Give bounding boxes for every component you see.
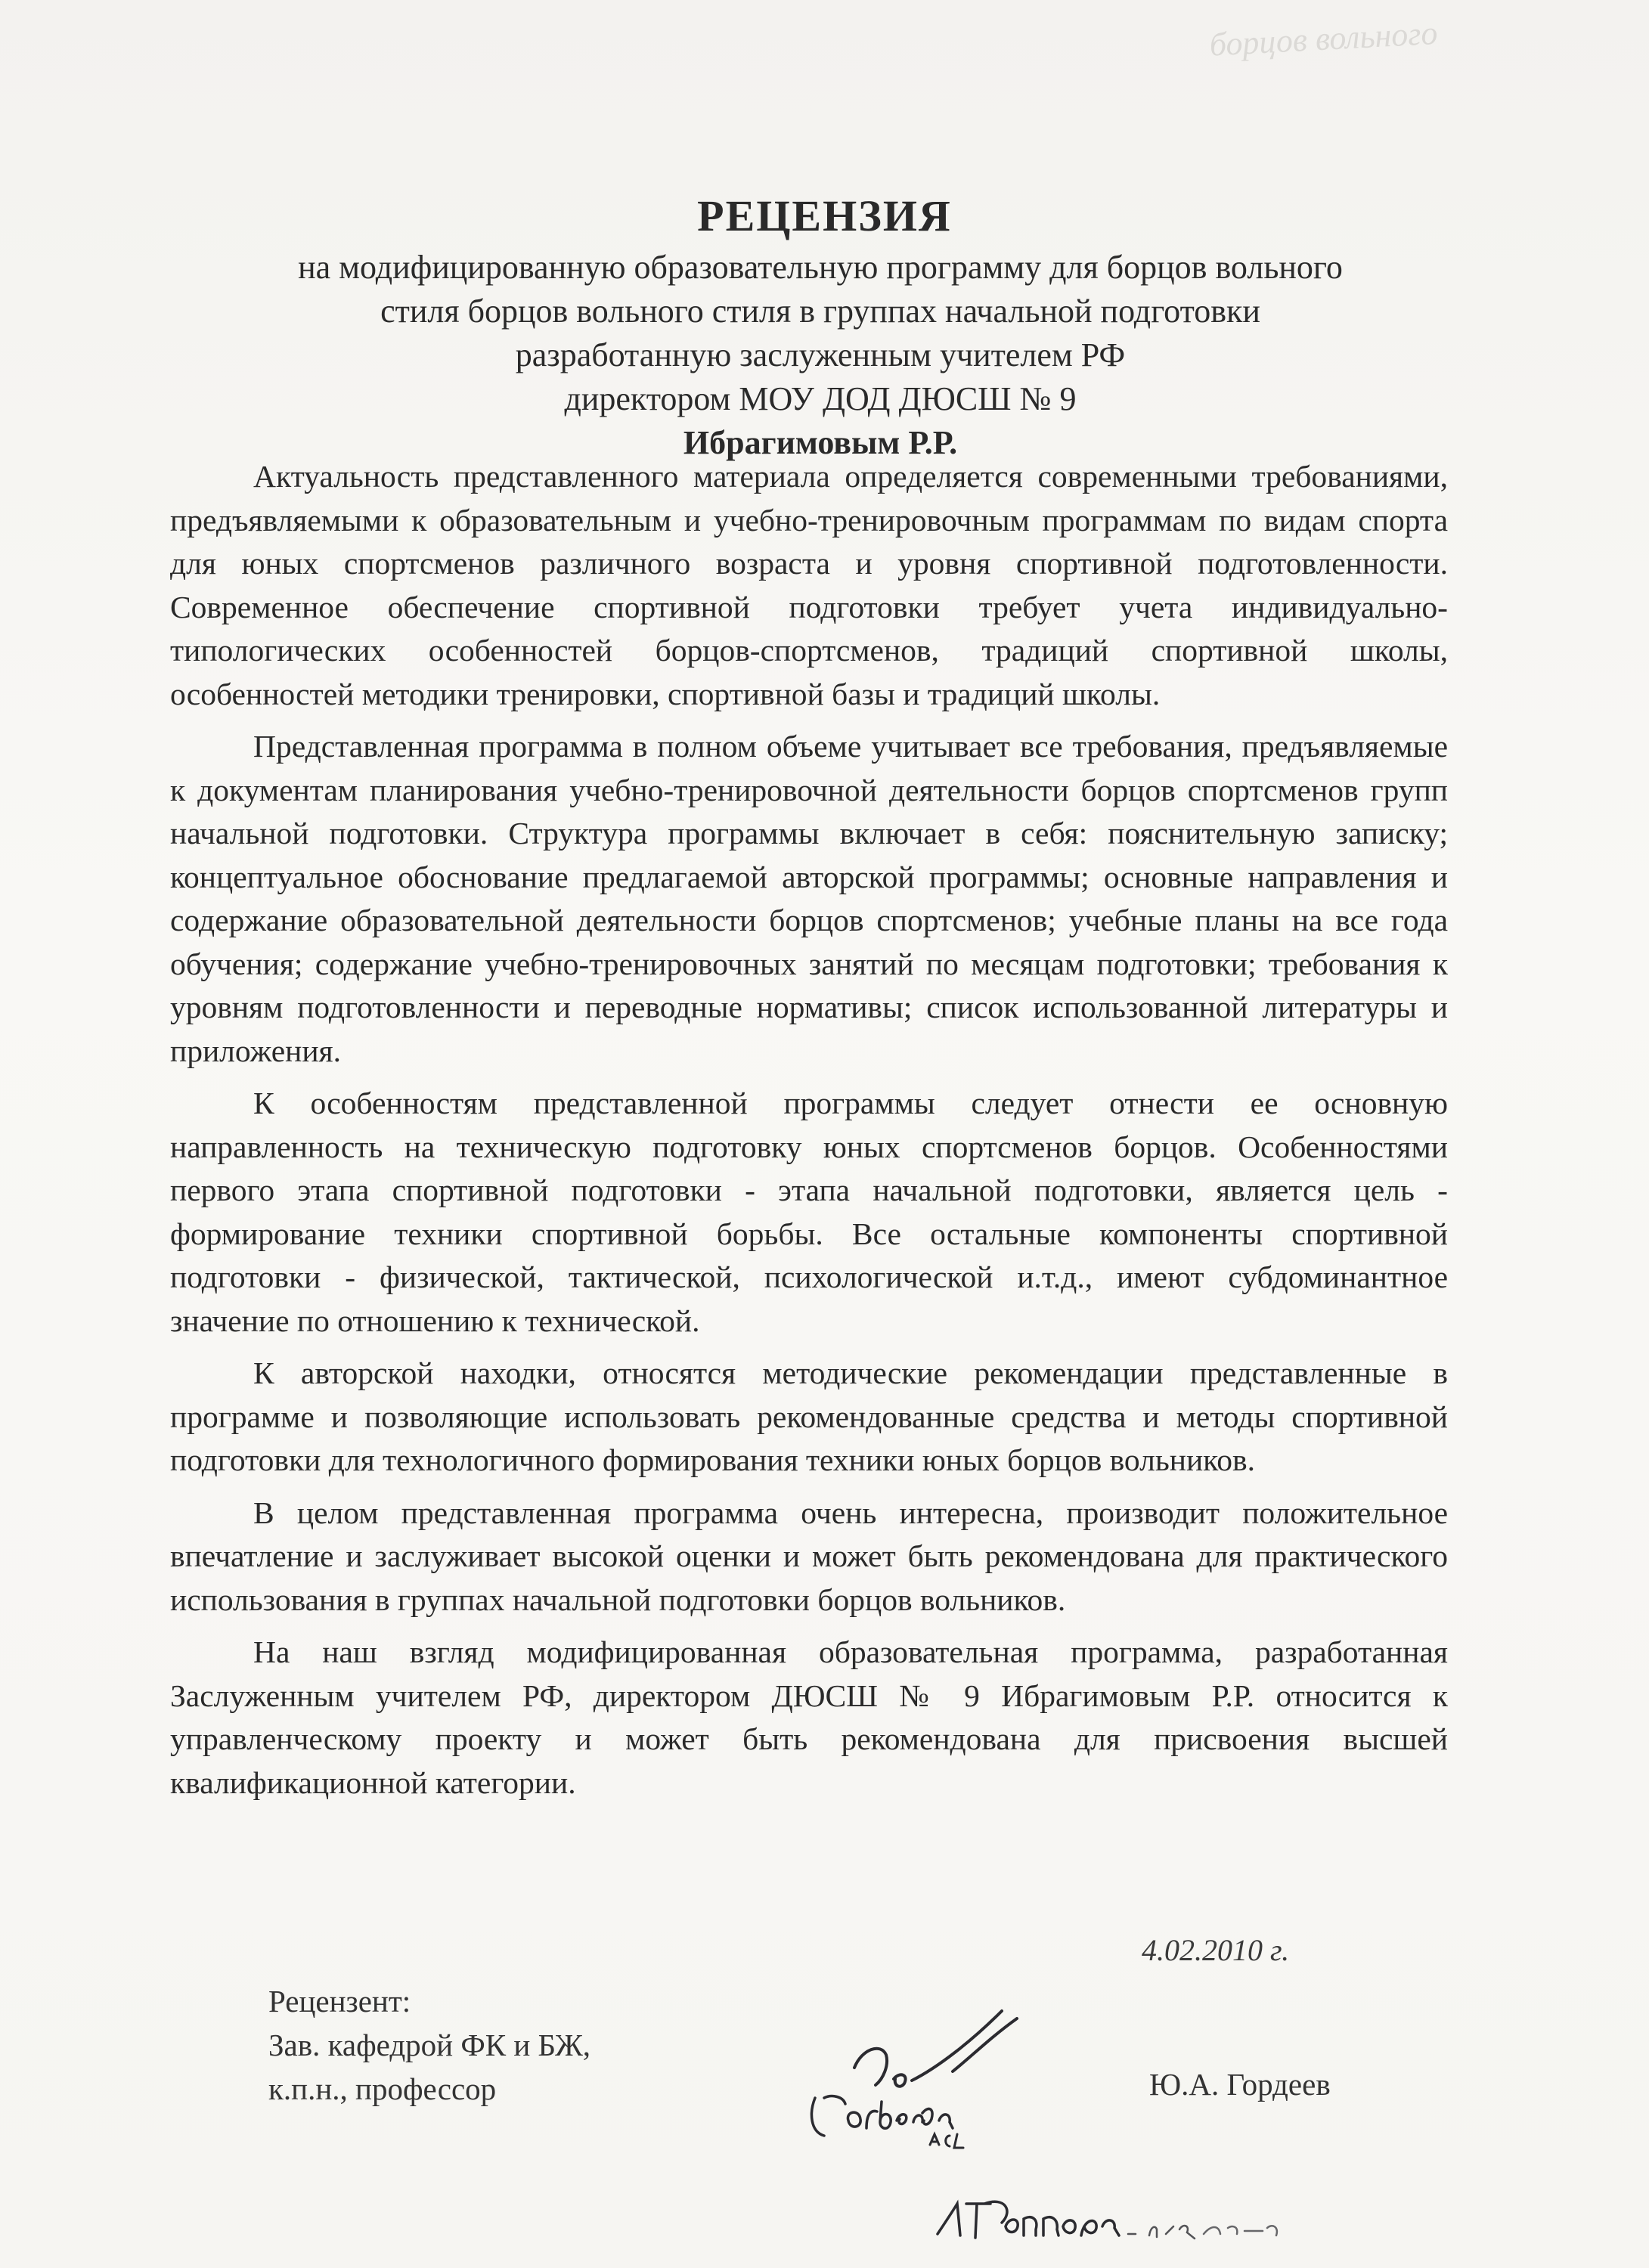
reviewer-name: Ю.А. Гордеев [1149,2067,1331,2102]
reviewer-position: Зав. кафедрой ФК и БЖ, [268,2028,591,2062]
paragraph-4: К авторской находки, относятся методические рекомендации представленные в программе и позволяющие использовать рекомендованные средства и методы спортивной подготовки для технологичного формирования техники юных борцов вольников. [170,1356,1448,1477]
reviewer-label: Рецензент: [268,1984,411,2019]
subtitle-line-2: стиля борцов вольного стиля в группах начальной подготовки [380,293,1260,330]
subtitle-line-3: разработанную заслуженным учителем РФ [515,336,1126,373]
subtitle-line-1: на модифицированную образовательную программу для борцов вольного [298,249,1343,286]
paragraph-3: К особенностям представленной программы следует отнести ее основную направленность на техническую подготовку юных спортсменов борцов. Особенностями первого этапа спортивной подготовки - этапа начальной подготовки, является цель - формирование техники спортивной борьбы. Все остальные компоненты спортивной подготовки - физической, тактической, психологической и.т.д., имеют субдоминантное значение по отношению к технической. [170,1086,1448,1338]
document-subtitle [197,246,1444,465]
subtitle-author: Ибрагимовым Р.Р. [683,424,958,461]
paragraph-5: В целом представленная программа очень интересна, производит положительное впечатление и заслуживает высокой оценки и может быть рекомендована для практического использования в группах начальной подготовки борцов вольников. [170,1495,1448,1617]
paragraph-2: Представленная программа в полном объеме учитывает все требования, предъявляемые к документам планирования учебно-тренировочной деятельности борцов спортсменов групп начальной подготовки. Структура программы включает в себя: пояснительную записку; концептуальное обоснование предлагаемой авторской программы; основные направления и содержание образовательной деятельности борцов спортсменов; учебные планы на все года обучения; содержание учебно-тренировочных занятий по месяцам подготовки; требования к уровням подготовленности и переводные нормативы; список использованной литературы и приложения. [170,729,1448,1068]
handwritten-note-1 [801,2075,983,2158]
paragraph-1: Актуальность представленного материала определяется современными требованиями, предъявляемыми к образовательным и учебно-тренировочным программам по видам спорта для юных спортсменов различного возраста и уровня спортивной подготовленности. Современное обеспечение спортивной подготовки требует учета индивидуально-типологических особенностей борцов-спортсменов, традиций спортивной школы, особенностей методики тренировки, спортивной базы и традиций школы. [170,459,1448,711]
review-date: 4.02.2010 г. [1142,1933,1290,1967]
paragraph-6: На наш взгляд модифицированная образовательная программа, разработанная Заслуженным учителем РФ, директором ДЮСШ № 9 Ибрагимовым Р.Р. относится к управленческому проекту и может быть рекомендована для присвоения высшей квалификационной категории. [170,1634,1448,1800]
subtitle-line-4: директором МОУ ДОД ДЮСШ № 9 [564,380,1077,417]
bleed-through-text: борцов вольного [1208,14,1439,64]
reviewer-block [268,1979,590,2111]
document-title: РЕЦЕНЗИЯ [697,191,952,240]
review-body [170,455,1448,1814]
reviewer-degree: к.п.н., профессор [268,2071,497,2106]
handwritten-note-2 [930,2181,1308,2264]
